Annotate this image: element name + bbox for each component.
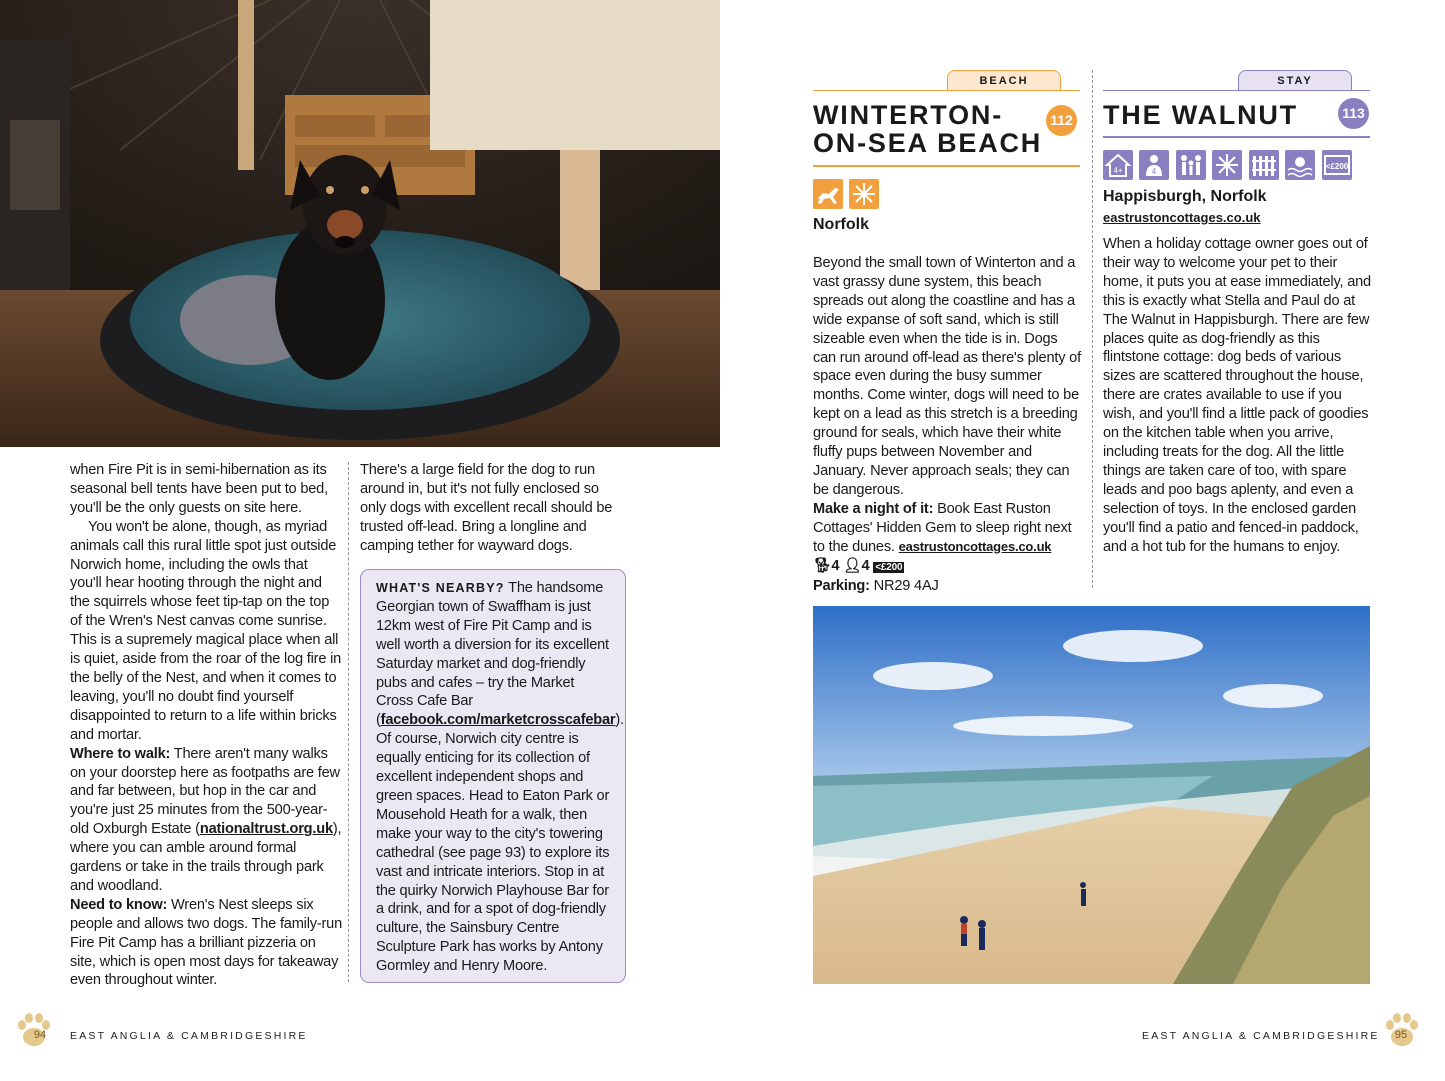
beach-location: Norfolk <box>813 216 869 233</box>
middle-paragraph-1: There's a large field for the dog to run around in, but it's not fully enclosed so only dogs with excellent recall should be trusted off-lead. Bring a longline and camping tether for wayward dogs. <box>360 462 613 554</box>
column-divider <box>348 462 349 982</box>
parking-value: NR29 4AJ <box>873 578 939 595</box>
family-icon <box>1176 150 1206 180</box>
person-small-icon: 👤︎ <box>843 557 862 574</box>
column-divider-right <box>1092 70 1093 588</box>
parking-label: Parking: <box>813 578 870 595</box>
people-count: 4 <box>861 557 870 574</box>
fence-icon <box>1249 150 1279 180</box>
sun-sea-icon <box>1285 150 1315 180</box>
photo-winterton-beach <box>813 606 1370 984</box>
price-badge: <£200 <box>875 561 903 573</box>
house-dogs-icon <box>1103 150 1133 180</box>
stay-icons <box>1103 150 1354 185</box>
stay-number-badge: 113 <box>1338 98 1369 129</box>
where-to-walk-label: Where to walk: <box>70 745 171 762</box>
need-to-know-label: Need to know: <box>70 896 168 913</box>
beach-title <box>813 101 1042 157</box>
right-section-label: EAST ANGLIA & CAMBRIDGESHIRE <box>1142 1030 1380 1042</box>
right-page-number: 95 <box>1394 1029 1408 1041</box>
whats-nearby-text-a: The handsome Georgian town of Swaffham is just 12km west of Fire Pit Camp and is well worth a diversion for its excellent Saturday market and dog-friendly pubs and cafes – try the Market Cross Cafe Bar ( <box>376 580 609 729</box>
photo-dog-in-basket <box>0 0 720 447</box>
where-to-walk-text-a: There aren't many walks on your doorstep here as footpaths are few and far between, but hop in the car and you're just 25 minutes from the 500-year-old Oxburgh Estate ( <box>70 745 340 838</box>
left-paragraph-1: when Fire Pit is in semi-hibernation as its seasonal bell tents have been put to bed, you'll be the only guests on site here. <box>70 462 328 516</box>
eastruston-link-beach[interactable]: eastrustoncottages.co.uk <box>898 538 1052 554</box>
nationaltrust-link[interactable]: nationaltrust.org.uk <box>199 821 333 838</box>
beach-top-rule <box>813 90 1080 91</box>
people-four-icon <box>1139 150 1169 180</box>
beach-body: Beyond the small town of Winterton and a vast grassy dune system, this beach spreads out along the coastline and has a wide expanse of soft sand, which is still sizeable even when the tide is in. Dogs can run around off-lead as there's plenty of space even during the busy summer months. Come winter, dogs will need to be kept on a lead as this stretch is a breeding ground for seals, which have their white fluffy pups between November and January. Never approach seals; they can be dangerous. <box>813 255 1081 498</box>
make-a-night-text: Book East Ruston Cottages' Hidden Gem to sleep right next to the dunes. <box>813 500 1072 555</box>
people-four-label: 4 <box>1152 167 1157 176</box>
stay-tab: STAY <box>1238 70 1352 91</box>
stay-body: When a holiday cottage owner goes out of their way to welcome your pet to their home, it puts you at ease immediately, and this is exactly what Stella and Paul do at The Walnut in Happisburgh. There are few places quite as dog-friendly as this flintstone cottage: dog beds of various sizes are scattered throughout the house, there are crates available to use if you wish, and you'll find a little pack of goodies on the kitchen table when you arrive, including treats for the dog. All the little things are taken care of too, with spare leads and poo bags aplenty, and even a selection of toys. In the enclosed garden you'll find a patio and fenced-in paddock, and a hot tub for the humans to enjoy. <box>1103 236 1371 555</box>
middle-column <box>360 461 626 556</box>
whats-nearby-box <box>360 569 626 983</box>
left-column <box>70 461 342 990</box>
beach-title-rule <box>813 165 1080 167</box>
facebook-link[interactable]: facebook.com/marketcrosscafebar <box>380 712 616 729</box>
stay-location: Happisburgh, Norfolk <box>1103 188 1267 205</box>
dog-small-icon: 🐕︎ <box>813 557 832 574</box>
stay-title-rule <box>1103 136 1370 138</box>
stay-title: THE WALNUT <box>1103 100 1298 130</box>
left-paragraph-2: You won't be alone, though, as myriad animals call this rural little spot just outside Norwich home, including the owls that you'll hear hooting through the night and the squirrels whose feet tip-tap on the top of the Wren's Nest canvas come sunrise. This is a supremely magical place when all is quiet, aside from the roar of the log fire in the belly of the Nest, and when it comes to leaving, you'll no doubt find yourself disappointed to return to a life within bricks and mortar. <box>70 518 342 743</box>
beach-title-line-1: WINTERTON- <box>813 100 1003 130</box>
where-to-walk-text-b: ), where you can amble around formal gardens or take in the trails through park and woodland. <box>70 821 342 894</box>
left-page-number: 94 <box>33 1029 47 1041</box>
beach-tab: BEACH <box>947 70 1061 91</box>
parking <box>813 577 1083 596</box>
whats-nearby-text-b: ). Of course, Norwich city centre is equally enticing for its collection of excellent independent shops and green spaces. Head to Eaton Park or Mousehold Heath for a walk, then make your way to the city's towering cathedral (see page 93) to explore its vast and intricate interiors. Stop in at the quirky Norwich Playhouse Bar for a drink, and for a spot of dog-friendly culture, the Sainsbury Centre Sculpture Park has works by Antony Gormley and Henry Moore. <box>376 712 624 975</box>
price-icon <box>1322 150 1352 180</box>
beach-number-badge: 112 <box>1046 105 1077 136</box>
snowflake-icon <box>849 179 879 209</box>
make-a-night <box>813 500 1083 557</box>
make-a-night-label: Make a night of it: <box>813 500 934 517</box>
beach-title-line-2: ON-SEA BEACH <box>813 128 1043 158</box>
eastruston-link-stay[interactable]: eastrustoncottages.co.uk <box>1103 210 1261 225</box>
dogs-count: 4 <box>831 557 840 574</box>
where-to-walk <box>70 745 342 896</box>
house-dogs-label: 4+ <box>1113 166 1123 175</box>
whats-nearby-label: WHAT'S NEARBY? <box>376 581 505 595</box>
price-icon-label: <£200 <box>1325 162 1348 171</box>
stay-top-rule <box>1103 90 1370 91</box>
stay-body-column <box>1103 235 1373 556</box>
dog-running-icon <box>813 179 843 209</box>
left-section-label: EAST ANGLIA & CAMBRIDGESHIRE <box>70 1030 308 1042</box>
beach-capacity <box>813 557 1083 578</box>
beach-body-column <box>813 254 1083 596</box>
snowflake-icon-stay <box>1212 150 1242 180</box>
need-to-know <box>70 896 342 991</box>
need-to-know-text: Wren's Nest sleeps six people and allows two dogs. The family-run Fire Pit Camp has a brilliant pizzeria on site, which is open most days for takeaway even throughout winter. <box>70 896 343 989</box>
beach-icons <box>813 179 881 214</box>
